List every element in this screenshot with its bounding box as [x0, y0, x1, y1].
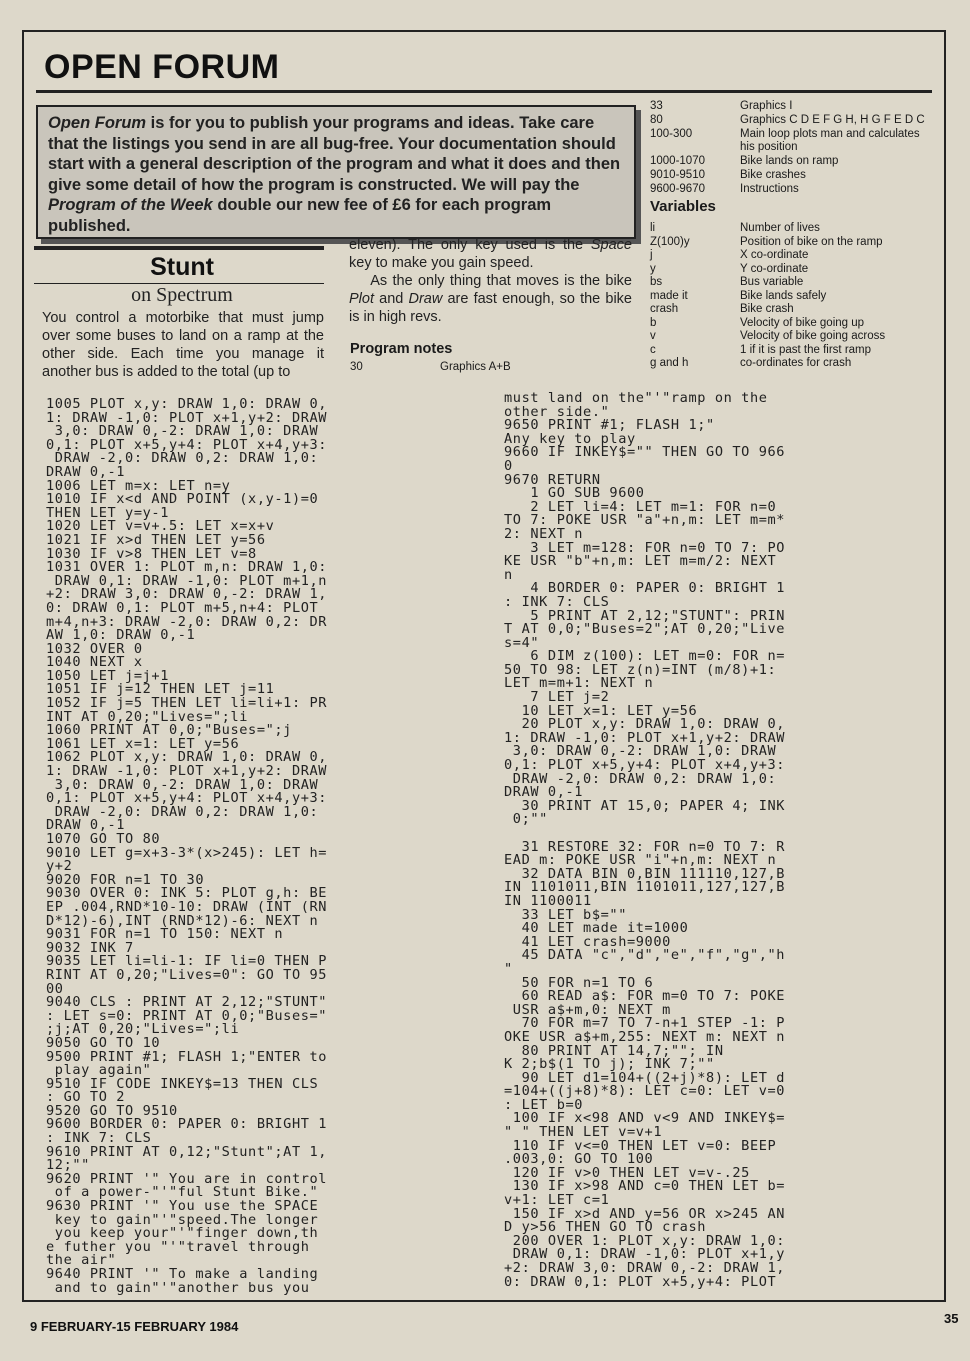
program-notes-line: 30	[350, 361, 363, 373]
col2-em-plot: Plot	[349, 291, 374, 307]
col2-text-a: eleven). The only key used is the	[349, 237, 591, 253]
col2-text-e: are fast enough, so the bike is in high revs.	[349, 291, 632, 325]
article-top-rule	[34, 246, 324, 250]
col2-text-d: and	[374, 291, 409, 307]
issue-date: 9 FEBRUARY-15 FEBRUARY 1984	[30, 1319, 239, 1334]
listing-right-column: must land on the"'"ramp on the other side." 9650 PRINT #1; FLASH 1;" Any key to play 9660 IF INKEY$="" THEN GO TO 966 0 9670 RETURN 1 GO SUB 9600 2 LET li=4: LET m=1: FOR n=0 TO 7: POKE USR "a"+n,m: LET m=m* 2: NEXT n 3 LET m=128: FOR n=0 TO 7: PO KE USR "b"+n,m: LET m=m/2: NEXT n 4 BORDER 0: PAPER 0: BRIGHT 1 : INK 7: CLS 5 PRINT AT 2,12;"STUNT": PRIN T AT 0,0;"Buses=2";AT 0,20;"Live s=4" 6 DIM z(100): LET m=0: FOR n= 50 TO 98: LET z(n)=INT (m/8)+1: LET m=m+1: NEXT n 7 LET j=2 10 LET x=1: LET y=56 20 PLOT x,y: DRAW 1,0: DRAW 0, 1: DRAW -1,0: PLOT x+1,y+2: DRAW 3,0: DRAW 0,-2: DRAW 1,0: DRAW 0,1: PLOT x+5,y+4: PLOT x+4,y+3: DRAW -2,0: DRAW 0,2: DRAW 1,0: DRAW 0,-1 30 PRINT AT 15,0; PAPER 4; INK 0;"" 31 RESTORE 32: FOR n=0 TO 7: R EAD m: POKE USR "i"+n,m: NEXT n 32 DATA BIN 0,BIN 111110,127,B IN 1101011,BIN 1101011,127,127,B IN 1100011 33 LET b$="" 40 LET made it=1000 41 LET crash=9000 45 DATA "c","d","e","f","g","h " 50 FOR n=1 TO 6 60 READ a$: FOR m=0 TO 7: POKE USR a$+m,0: NEXT m 70 FOR m=7 TO 7-n+1 STEP -1: P OKE USR a$+m,255: NEXT m: NEXT n 80 PRINT AT 14,7;""; IN K 2;b$(1 TO j); INK 7;"" 90 LET d1=104+((2+j)*8): LET d =104+((j+8)*8): LET c=0: LET v=0 : LET b=0 100 IF x<98 AND v<9 AND INKEY$= " " THEN LET v=v+1 110 IF v<=0 THEN LET v=0: BEEP .003,0: GO TO 100 120 IF v>0 THEN LET v=v-.25 130 IF x>98 AND c=0 THEN LET b= v+1: LET c=1 150 IF x>d AND y=56 OR x>245 AN D y>56 THEN GO TO crash 200 OVER 1: PLOT x,y: DRAW 1,0: DRAW 0,1: DRAW -1,0: PLOT x+1,y +2: DRAW 3,0: DRAW 0,-2: DRAW 1, 0: DRAW 0,1: PLOT x+5,y+4: PLOT	[504, 390, 786, 1290]
intro-em: Program of the Week	[48, 196, 213, 214]
section-title: OPEN FORUM	[44, 48, 280, 86]
header-rule	[36, 90, 932, 93]
program-notes-desc: Graphics A+B	[440, 361, 511, 373]
col2-em-space: Space	[590, 237, 632, 253]
article-title: Stunt	[150, 253, 214, 281]
program-notes-heading: Program notes	[350, 341, 453, 357]
intro-text-b: double our new fee of £6 for each program published.	[48, 196, 552, 235]
listing-left-column: 1005 PLOT x,y: DRAW 1,0: DRAW 0, 1: DRAW -1,0: PLOT x+1,y+2: DRAW 3,0: DRAW 0,-2: DRAW 1,0: DRAW 0,1: PLOT x+5,y+4: PLOT x+4,y+3: DRAW -2,0: DRAW 0,2: DRAW 1,0: DRAW 0,-1 1006 LET m=x: LET n=y 1010 IF x<d AND POINT (x,y-1)=0 THEN LET y=y-1 1020 LET v=v+.5: LET x=x+v 1021 IF x>d THEN LET y=56 1030 IF v>8 THEN LET v=8 1031 OVER 1: PLOT m,n: DRAW 1,0: DRAW 0,1: DRAW -1,0: PLOT m+1,n +2: DRAW 3,0: DRAW 0,-2: DRAW 1, 0: DRAW 0,1: PLOT m+5,n+4: PLOT m+4,n+3: DRAW -2,0: DRAW 0,2: DR AW 1,0: DRAW 0,-1 1032 OVER 0 1040 NEXT x 1050 LET j=j+1 1051 IF j=12 THEN LET j=11 1052 IF j=5 THEN LET li=li+1: PR INT AT 0,20;"Lives=";li 1060 PRINT AT 0,0;"Buses=";j 1061 LET x=1: LET y=56 1062 PLOT x,y: DRAW 1,0: DRAW 0, 1: DRAW -1,0: PLOT x+1,y+2: DRAW 3,0: DRAW 0,-2: DRAW 1,0: DRAW 0,1: PLOT x+5,y+4: PLOT x+4,y+3: DRAW -2,0: DRAW 0,2: DRAW 1,0: DRAW 0,-1 1070 GO TO 80 9010 LET g=x+3-3*(x>245): LET h= y+2 9020 FOR n=1 TO 30 9030 OVER 0: INK 5: PLOT g,h: BE EP .004,RND*10-10: DRAW (INT (RN D*12)-6),INT (RND*12)-6: NEXT n 9031 FOR n=1 TO 150: NEXT n 9032 INK 7 9035 LET li=li-1: IF li=0 THEN P RINT AT 0,20;"Lives=0": GO TO 95 00 9040 CLS : PRINT AT 2,12;"STUNT" : LET s=0: PRINT AT 0,0;"Buses=" ;j;AT 0,20;"Lives=";li 9050 GO TO 10 9500 PRINT #1; FLASH 1;"ENTER to play again" 9510 IF CODE INKEY$=13 THEN CLS : GO TO 2 9520 GO TO 9510 9600 BORDER 0: PAPER 0: BRIGHT 1 : INK 7: CLS 9610 PRINT AT 0,12;"Stunt";AT 1, 12;"" 9620 PRINT '" You are in control of a power-"'"ful Stunt Bike." 9630 PRINT '" You use the SPACE key to gain"'"speed.The longer you keep your"'"finger down,th e futher you "'"travel through the air" 9640 PRINT '" To make a landing and to gain"'"another bus you	[46, 396, 328, 1296]
intro-text	[48, 113, 624, 236]
col2-text-c: As the only thing that moves is the bike	[370, 273, 632, 289]
page-number: 35	[944, 1311, 959, 1326]
intro-text-a: is for you to publish your programs and ideas. Take care that the listings you send in are all bug-free. Your documentation should start with a general description of the program and what it does and then give some detail of how the program is constructed. We will pay the	[48, 114, 621, 194]
program-notes-row	[350, 361, 511, 373]
article-body-col2	[349, 236, 632, 326]
col2-em-draw: Draw	[408, 291, 443, 307]
variables-heading: Variables	[650, 198, 716, 215]
article-subtitle: on Spectrum	[131, 284, 233, 306]
article-body-col1: You control a motorbike that must jump over some buses to land on a ramp at the other side. Each time you manage it another bus is added to the total (up to	[42, 310, 324, 380]
intro-lead: Open Forum	[48, 114, 147, 132]
intro-box	[36, 105, 636, 239]
col2-text-b: key to make you gain speed.	[349, 255, 534, 271]
